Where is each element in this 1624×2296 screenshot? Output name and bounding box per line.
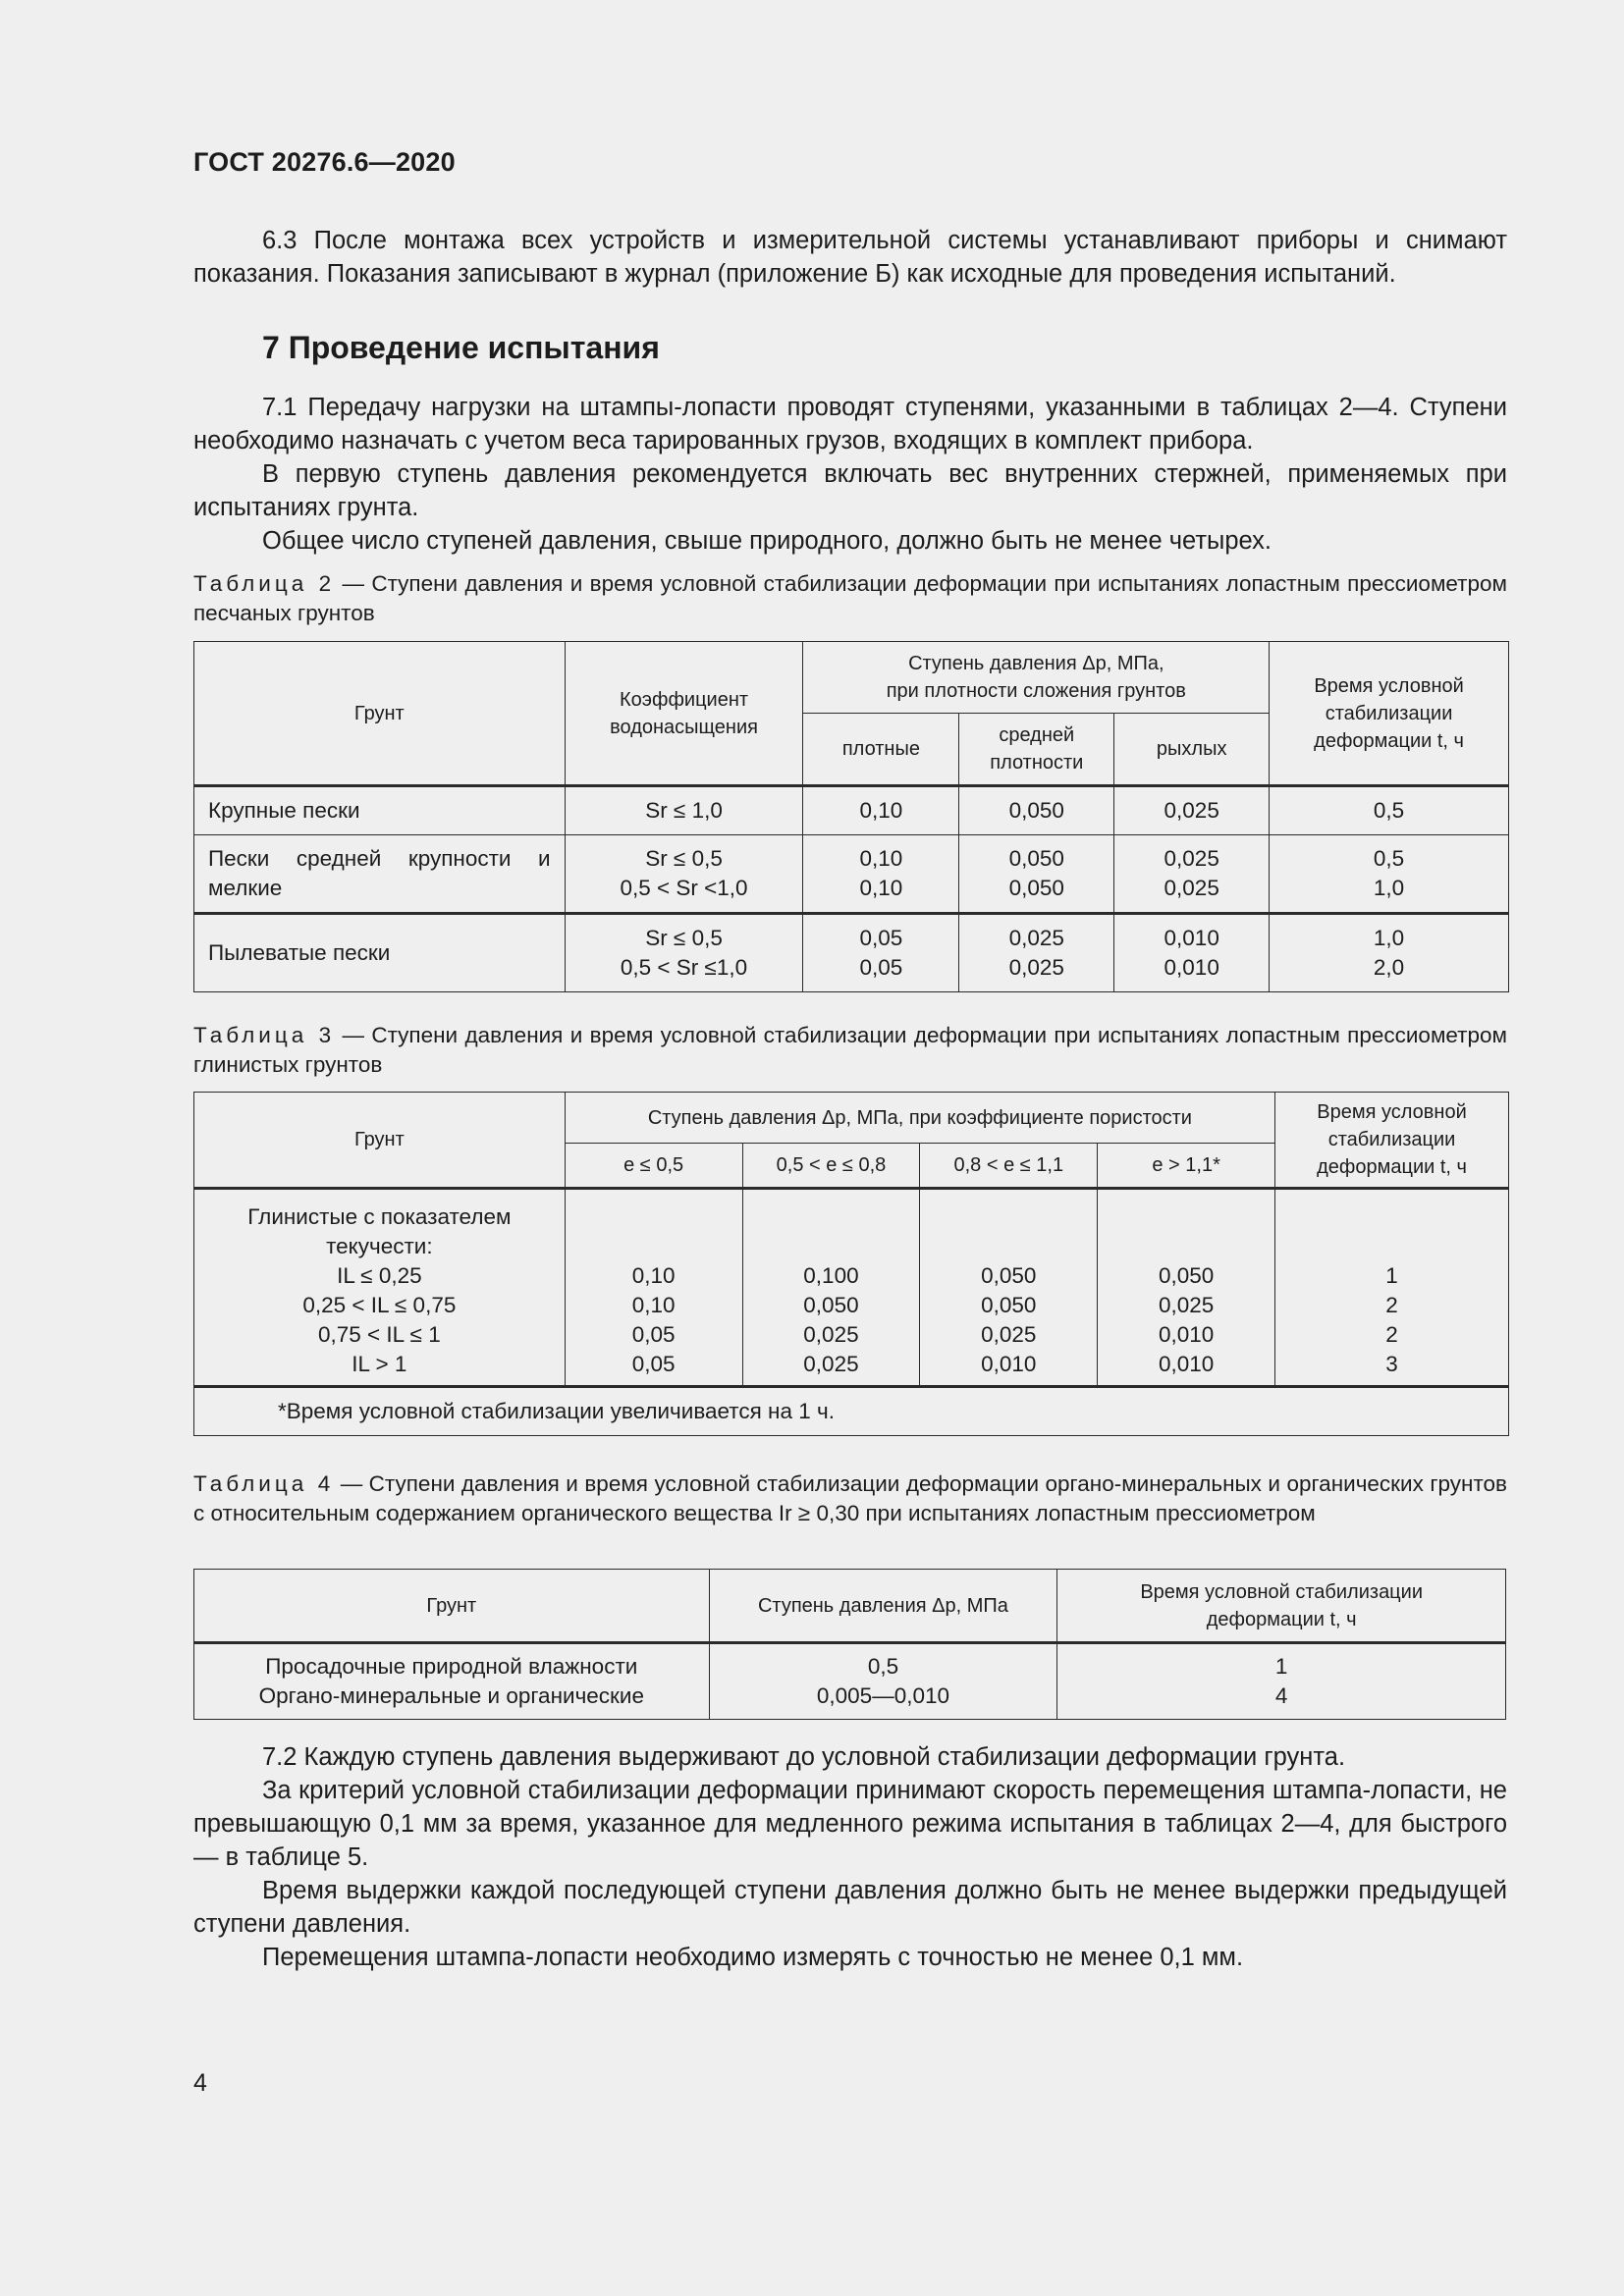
header-dense: плотные	[803, 714, 959, 786]
cell-loose	[1114, 835, 1270, 914]
cell-loose	[1114, 914, 1270, 992]
header-line: Время условной стабилизации	[1140, 1580, 1423, 1603]
cell-line: IL > 1	[352, 1352, 407, 1376]
cell-line: 0,025	[803, 1322, 859, 1347]
header-line: деформации t, ч	[1314, 729, 1464, 752]
header-time	[1270, 642, 1509, 786]
table3-caption	[193, 1021, 1507, 1080]
header-e3: 0,8 < e ≤ 1,1	[920, 1144, 1098, 1189]
cell-line: 0,025	[1008, 955, 1064, 980]
header-line: деформации t, ч	[1206, 1608, 1357, 1630]
cell-line: 0,010	[1158, 1322, 1215, 1347]
table2-caption	[193, 569, 1507, 628]
cell-coef	[565, 914, 803, 992]
cell-line: 1,0	[1373, 926, 1405, 950]
cell-line: 0,010	[1164, 926, 1219, 950]
cell-line: 0,025	[1008, 926, 1064, 950]
cell-line: 0,050	[1008, 846, 1064, 871]
header-line: плотности	[990, 752, 1084, 774]
cell-line: 0,025	[803, 1352, 859, 1376]
paragraph-text: 6.3 После монтажа всех устройств и измерительной системы устанавливают приборы и снимают показания. Показания записывают в журнал (приложение Б) как исходные для проведения испытаний.	[193, 227, 1507, 288]
cell-dense: 0,10	[803, 786, 959, 835]
cell-line: 0,050	[981, 1263, 1037, 1288]
cell-line: 2	[1385, 1322, 1398, 1347]
cell-coef	[565, 835, 803, 914]
table-note: *Время условной стабилизации увеличивается на 1 ч.	[194, 1387, 1509, 1436]
cell-line: 0,10	[631, 1293, 676, 1317]
cell-line: 0,025	[1164, 876, 1219, 900]
cell-medium	[959, 914, 1114, 992]
header-line: Время условной	[1314, 674, 1464, 697]
cell-time	[1057, 1643, 1506, 1720]
header-pressure-step: Ступень давления Δp, МПа	[709, 1570, 1057, 1643]
paragraph-text: В первую ступень давления рекомендуется включать вес внутренних стержней, применяемых при испытаниях грунта.	[193, 460, 1507, 521]
cell-soil	[194, 1189, 566, 1387]
header-medium	[959, 714, 1114, 786]
page-number: 4	[193, 2069, 207, 2097]
cell-line: 0,05	[631, 1352, 676, 1376]
cell-coef: Sr ≤ 1,0	[565, 786, 803, 835]
cell-line: 0,5 < Sr ≤1,0	[620, 955, 748, 980]
cell-line: IL ≤ 0,25	[337, 1263, 422, 1288]
paragraph-text: Перемещения штампа-лопасти необходимо измерять с точностью не менее 0,1 мм.	[262, 1944, 1244, 1971]
cell-line: 0,010	[1164, 955, 1219, 980]
cell-time	[1270, 835, 1509, 914]
paragraph-text: За критерий условной стабилизации деформации принимают скорость перемещения штампа-лопасти, не превышающую 0,1 мм за время, указанное для медленного режима испытания в таблицах 2—4, для быстрого — в таблице 5.	[193, 1777, 1507, 1871]
header-coefficient: Коэффициент водонасыщения	[565, 642, 803, 786]
cell-line: 0,5	[1373, 846, 1405, 871]
cell-line: Просадочные природной влажности	[265, 1654, 638, 1679]
cell-soil: Крупные пески	[194, 786, 566, 835]
cell-line: 0,025	[1164, 846, 1219, 871]
cell-time: 0,5	[1270, 786, 1509, 835]
cell-line: 0,010	[981, 1352, 1037, 1376]
paragraph-text: Время выдержки каждой последующей ступени давления должно быть не менее выдержки предыдущей ступени давления.	[193, 1877, 1507, 1938]
cell-time	[1275, 1189, 1509, 1387]
cell-line: 0,010	[1158, 1352, 1215, 1376]
header-soil: Грунт	[194, 642, 566, 786]
header-line: стабилизации	[1325, 702, 1453, 724]
paragraph-text: 7.1 Передачу нагрузки на штампы-лопасти проводят ступенями, указанными в таблицах 2—4. Ступени необходимо назначать с учетом веса тарированных грузов, входящих в комплект прибора.	[193, 394, 1507, 454]
paragraph-7-2	[193, 1740, 1507, 1974]
caption-label: Таблица 3	[193, 1023, 336, 1047]
paragraph-6-3	[193, 224, 1507, 291]
header-time	[1275, 1093, 1509, 1189]
section-title: 7 Проведение испытания	[262, 330, 660, 365]
cell-e2	[742, 1189, 920, 1387]
header-line: при плотности сложения грунтов	[886, 680, 1186, 702]
cell-line: 0,050	[1158, 1263, 1215, 1288]
cell-line: 1	[1274, 1654, 1288, 1679]
cell-e3	[920, 1189, 1098, 1387]
cell-line: Sr ≤ 0,5	[645, 846, 723, 871]
cell-line: 0,10	[631, 1263, 676, 1288]
header-loose: рыхлых	[1114, 714, 1270, 786]
cell-line: 0,5	[867, 1654, 899, 1679]
cell-line: 1	[1385, 1263, 1398, 1288]
cell-line: 0,050	[803, 1293, 859, 1317]
cell-line: 0,025	[1158, 1293, 1215, 1317]
caption-label: Таблица 2	[193, 571, 336, 596]
cell-line: текучести:	[326, 1234, 433, 1258]
header-e2: 0,5 < e ≤ 0,8	[742, 1144, 920, 1189]
cell-soil: Пылеватые пески	[194, 914, 566, 992]
cell-dense	[803, 914, 959, 992]
cell-e1	[565, 1189, 742, 1387]
header-e4: e > 1,1*	[1098, 1144, 1275, 1189]
caption-text: — Ступени давления и время условной стабилизации деформации при испытаниях лопастным прессиометром глинистых грунтов	[193, 1023, 1507, 1077]
cell-soil: Пески средней крупности и мелкие	[194, 835, 566, 914]
cell-line: 0,025	[981, 1322, 1037, 1347]
paragraph-7-1	[193, 391, 1507, 558]
cell-medium	[959, 835, 1114, 914]
cell-line: 4	[1274, 1683, 1288, 1708]
header-soil: Грунт	[194, 1570, 710, 1643]
header-pressure-step	[803, 642, 1270, 714]
caption-text: — Ступени давления и время условной стабилизации деформации органо-минеральных и органических грунтов с относительным содержанием органического вещества Ir ≥ 0,30 при испытаниях лопастным прессиометром	[193, 1471, 1507, 1525]
cell-e4	[1098, 1189, 1275, 1387]
cell-line: Органо-минеральные и органические	[258, 1683, 644, 1708]
header-line: стабилизации	[1327, 1129, 1456, 1150]
cell-line: 3	[1385, 1352, 1398, 1376]
cell-line: 2	[1385, 1293, 1398, 1317]
paragraph-text: Общее число ступеней давления, свыше природного, должно быть не менее четырех.	[262, 527, 1272, 555]
cell-line: 2,0	[1373, 955, 1405, 980]
cell-line: 0,05	[859, 955, 903, 980]
cell-line: 0,005—0,010	[816, 1683, 950, 1708]
header-soil: Грунт	[194, 1093, 566, 1189]
cell-line: 0,10	[859, 876, 903, 900]
cell-line: 0,050	[981, 1293, 1037, 1317]
cell-line: 0,10	[859, 846, 903, 871]
cell-step	[709, 1643, 1057, 1720]
cell-line: 0,05	[631, 1322, 676, 1347]
table-4	[193, 1569, 1506, 1720]
cell-dense	[803, 835, 959, 914]
cell-medium: 0,050	[959, 786, 1114, 835]
cell-line: Sr ≤ 0,5	[645, 926, 723, 950]
cell-line: Глинистые с показателем	[247, 1204, 512, 1229]
cell-soil	[194, 1643, 710, 1720]
table4-caption	[193, 1469, 1507, 1528]
cell-line: 0,5 < Sr <1,0	[620, 876, 748, 900]
header-line: средней	[999, 724, 1075, 746]
paragraph-text: 7.2 Каждую ступень давления выдерживают до условной стабилизации деформации грунта.	[262, 1743, 1346, 1771]
cell-time	[1270, 914, 1509, 992]
caption-label: Таблица 4	[193, 1471, 335, 1496]
table-2	[193, 641, 1509, 992]
header-line: Время условной	[1317, 1101, 1467, 1123]
header-time	[1057, 1570, 1506, 1643]
header-pressure-step: Ступень давления Δp, МПа, при коэффициенте пористости	[565, 1093, 1274, 1144]
cell-line: 0,75 < IL ≤ 1	[317, 1322, 441, 1347]
document-header: ГОСТ 20276.6—2020	[193, 147, 456, 177]
header-e1: e ≤ 0,5	[565, 1144, 742, 1189]
header-line: Ступень давления Δp, МПа,	[908, 653, 1164, 674]
cell-line: 0,05	[859, 926, 903, 950]
cell-loose: 0,025	[1114, 786, 1270, 835]
table-3	[193, 1092, 1509, 1436]
cell-line: 0,100	[803, 1263, 859, 1288]
cell-line: 0,25 < IL ≤ 0,75	[302, 1293, 457, 1317]
cell-line: 1,0	[1373, 876, 1405, 900]
cell-line: 0,050	[1008, 876, 1064, 900]
caption-text: — Ступени давления и время условной стабилизации деформации при испытаниях лопастным прессиометром песчаных грунтов	[193, 571, 1507, 625]
header-line: деформации t, ч	[1317, 1156, 1467, 1178]
